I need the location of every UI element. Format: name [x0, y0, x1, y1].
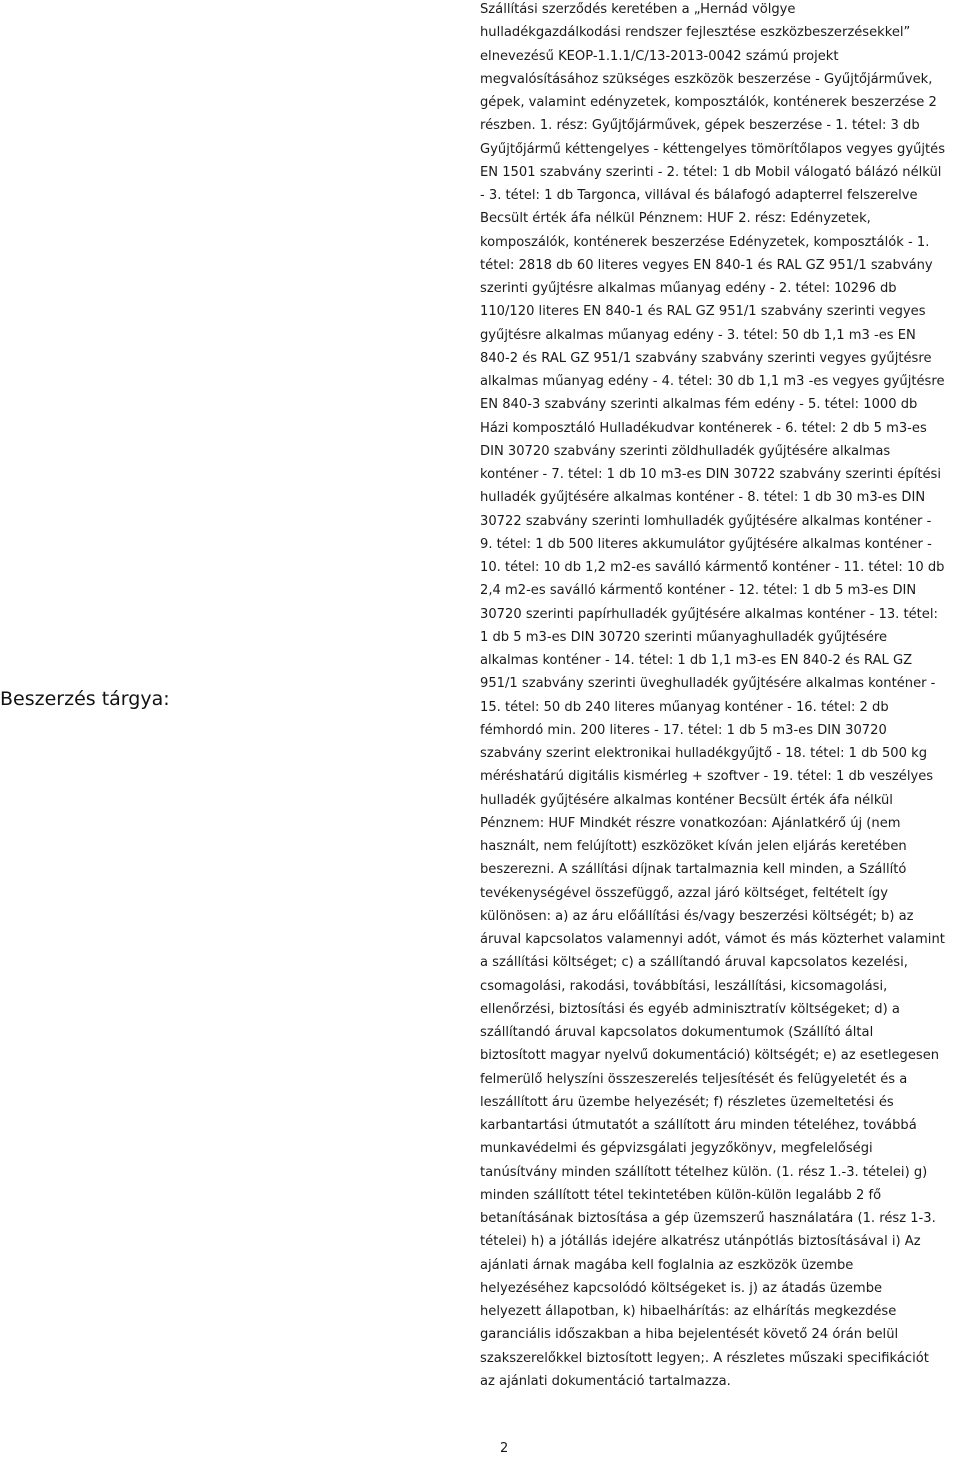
procurement-subject-text: Szállítási szerződés keretében a „Hernád völgye hulladékgazdálkodási rendszer fejlesztése eszközbeszerzésekkel” elnevezésű KEOP-1.1.1/C/13-2013-0042 számú projekt megvalósításához szükséges eszközök beszerzése - Gyűjtőjárművek, gépek, valamint edényzetek, komposztálók, konténerek beszerzése 2 részben. 1. rész: Gyűjtőjárművek, gépek beszerzése - 1. tétel: 3 db Gyűjtőjármű kéttengelyes - kéttengelyes tömörítőlapos vegyes gyűjtés EN 1501 szabvány szerinti - 2. tétel: 1 db Mobil válogató bálázó nélkül - 3. tétel: 1 db Targonca, villával és bálafogó adapterrel felszerelve Becsült érték áfa nélkül Pénznem: HUF 2. rész: Edényzetek, komposzálók, konténerek beszerzése Edényzetek, komposztálók - 1. tétel: 2818 db 60 literes vegyes EN 840-1 és RAL GZ 951/1 szabvány szerinti gyűjtésre alkalmas műanyag edény - 2. tétel: 10296 db 110/120 literes EN 840-1 és RAL GZ 951/1 szabvány szerinti vegyes gyűjtésre alkalmas műanyag edény - 3. tétel: 50 db 1,1 m3 -es EN 840-2 és RAL GZ 951/1 szabvány szabvány szerinti vegyes gyűjtésre alkalmas műanyag edény - 4. tétel: 30 db 1,1 m3 -es vegyes gyűjtésre EN 840-3 szabvány szerinti alkalmas fém edény - 5. tétel: 1000 db Házi komposztáló Hulladékudvar konténerek - 6. tétel: 2 db 5 m3-es DIN 30720 szabvány szerinti zöldhulladék gyűjtésére alkalmas konténer - 7. tétel: 1 db 10 m3-es DIN 30722 szabvány szerinti építési hulladék gyűjtésére alkalmas konténer - 8. tétel: 1 db 30 m3-es DIN 30722 szabvány szerinti lomhulladék gyűjtésére alkalmas konténer - 9. tétel: 1 db 500 literes akkumulátor gyűjtésére alkalmas konténer - 10. tétel: 10 db 1,2 m2-es saválló kármentő konténer - 11. tétel: 10 db 2,4 m2-es saválló kármentő konténer - 12. tétel: 1 db 5 m3-es DIN 30720 szerinti papírhulladék gyűjtésére alkalmas konténer - 13. tétel: 1 db 5 m3-es DIN 30720 szerinti műanyaghulladék gyűjtésére alkalmas konténer - 14. tétel: 1 db 1,1 m3-es EN 840-2 és RAL GZ 951/1 szabvány szerinti üveghulladék gyűjtésére alkalmas konténer - 15. tétel: 50 db 240 literes műanyag konténer - 16. tétel: 2 db fémhordó min. 200 literes - 17. tétel: 1 db 5 m3-es DIN 30720 szabvány szerint elektronikai hulladékgyűjtő - 18. tétel: 1 db 500 kg méréshatárú digitális kismérleg + szoftver - 19. tétel: 1 db veszélyes hulladék gyűjtésére alkalmas konténer Becsült érték áfa nélkül Pénznem: HUF Mindkét részre vonatkozóan: Ajánlatkérő új (nem használt, nem felújított) eszközöket kíván jelen eljárás keretében beszerezni. A szállítási díjnak tartalmaznia kell minden, a Szállító tevékenységével összefüggő, azzal járó költséget, feltételt így különösen: a) az áru előállítási és/vagy beszerzési költségét; b) az áruval kapcsolatos valamennyi adót, vámot és más közterhet valamint a szállítási költséget; c) a szállítandó áruval kapcsolatos kezelési, csomagolási, rakodási, továbbítási, leszállítási, kicsomagolási, ellenőrzési, biztosítási és egyéb adminisztratív költségeket; d) a szállítandó áruval kapcsolatos dokumentumok (Szállító által biztosított magyar nyelvű dokumentáció) költségét; e) az esetlegesen felmerülő helyszíni összeszerelés teljesítését és felügyeletét és a leszállított áru üzembe helyezését; f) részletes üzemeltetési és karbantartási útmutatót a szállított áru minden tételéhez, továbbá munkavédelmi és gépvizsgálati jegyzőkönyv, megfelelőségi tanúsítvány minden szállított tételhez külön. (1. rész 1.-3. tételei) g) minden szállított tétel tekintetében külön-külön legalább 2 fő betanításának biztosítása a gép üzemszerű használatára (1. rész 1-3. tételei) h) a jótállás idejére alkatrész utánpótlás biztosításával i) Az ajánlati árnak magába kell foglalnia az eszközök üzembe helyezéséhez kapcsolódó költségeket is. j) az átadás üzembe helyezett állapotban, k) hibaelhárítás: az elhárítás megkezdése garanciális időszakban a hiba bejelentését követő 24 órán belül szakszerelőkkel biztosított legyen;. A részletes műszaki specifikációt az ajánlati dokumentáció tartalmazza.: [480, 2, 946, 1389]
page-number: 2: [500, 1441, 509, 1456]
procurement-subject-label: Beszerzés tárgya:: [0, 688, 170, 710]
